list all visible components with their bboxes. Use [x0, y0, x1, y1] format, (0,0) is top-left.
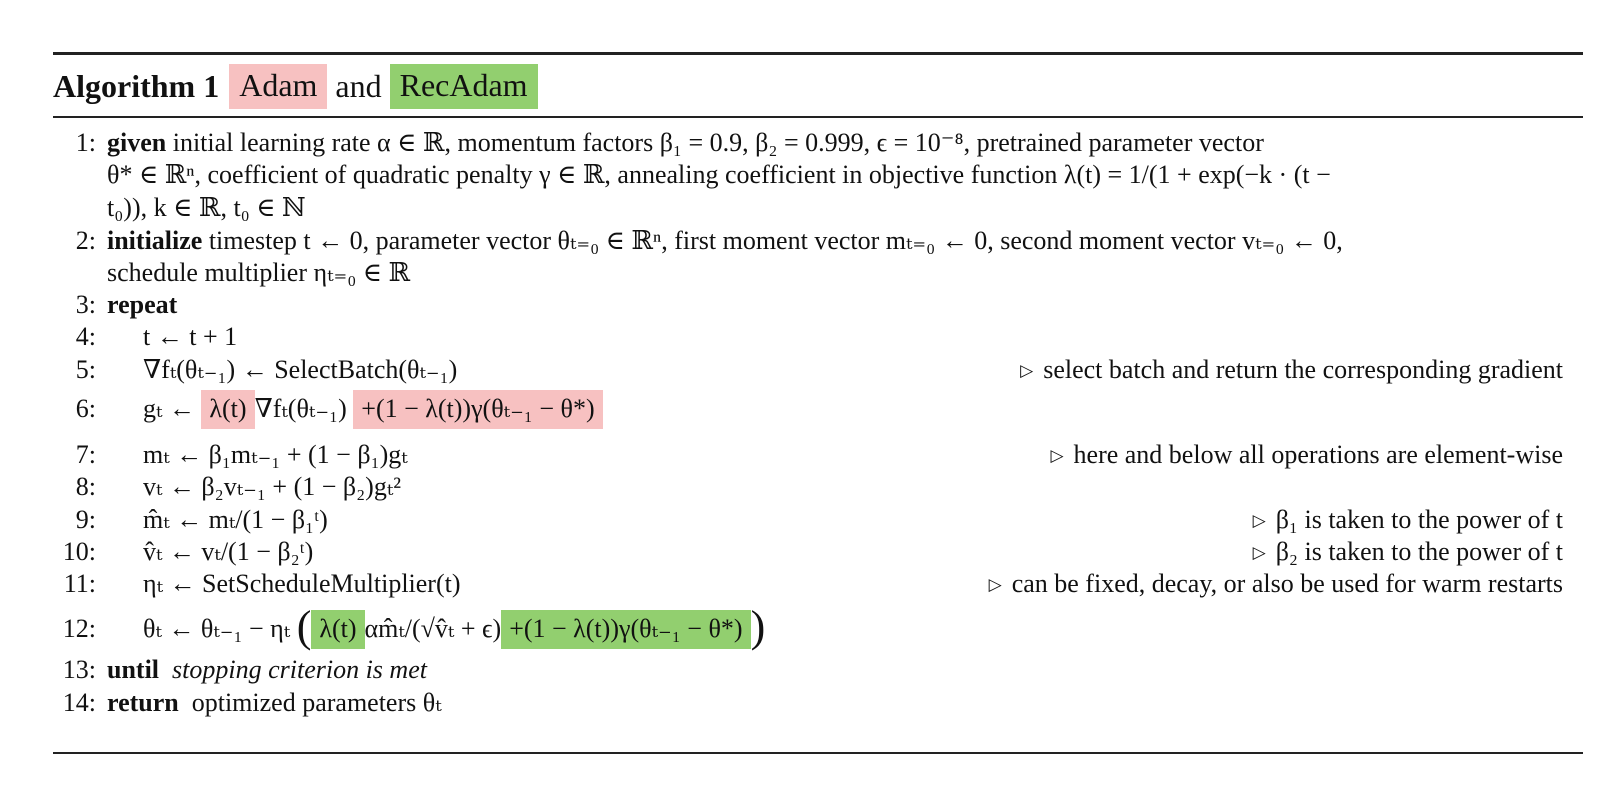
and-text: and [335, 67, 382, 104]
line-expression: vₜ ← β₂vₜ₋₁ + (1 − β₂)gₜ² [143, 472, 402, 501]
comment-triangle-icon: ▷ [1252, 543, 1266, 562]
recadam-penalty-highlight: +(1 − λ(t))γ(θₜ₋₁ − θ*) [501, 610, 750, 649]
line-number: 10: [62, 537, 96, 566]
line-number: 11: [63, 569, 96, 598]
line-number: 8: [75, 472, 96, 501]
line-number: 4: [75, 322, 96, 351]
line-expression: ηₜ ← SetScheduleMultiplier(t) [143, 569, 461, 598]
title-rule [53, 116, 1583, 118]
comment-triangle-icon: ▷ [1050, 446, 1064, 465]
line-number: 5: [75, 355, 96, 384]
line-text: schedule multiplier ηₜ₌₀ ∈ ℝ [107, 258, 411, 287]
adam-lambda-highlight: λ(t) [201, 390, 254, 429]
line-expression: ∇fₜ(θₜ₋₁) [254, 394, 347, 423]
top-rule [53, 52, 1583, 55]
line-number: 7: [75, 440, 96, 469]
line-comment: ▷ here and below all operations are element-wise [1050, 440, 1563, 469]
until-condition: stopping criterion is met [172, 655, 427, 684]
keyword-repeat: repeat [107, 290, 178, 319]
line-number: 6: [75, 394, 96, 423]
close-paren: ) [750, 602, 766, 651]
keyword-given: given [107, 128, 167, 157]
line-expression: m̂ₜ ← mₜ/(1 − β₁ᵗ) [143, 505, 328, 534]
line-text: θ* ∈ ℝⁿ, coefficient of quadratic penalty γ ∈ ℝ, annealing coefficient in objective function λ(t) = 1/(1 + exp(−k · (t − [107, 160, 1331, 189]
line-comment: ▷ select batch and return the corresponding gradient [1020, 355, 1563, 384]
line-number: 3: [75, 290, 96, 319]
comment-triangle-icon: ▷ [1020, 361, 1034, 380]
line-comment: ▷ β₁ is taken to the power of t [1252, 505, 1563, 534]
line-number: 9: [75, 505, 96, 534]
adam-penalty-highlight: +(1 − λ(t))γ(θₜ₋₁ − θ*) [353, 390, 602, 429]
line-expression: mₜ ← β₁mₜ₋₁ + (1 − β₁)gₜ [143, 440, 408, 469]
adam-tag: Adam [229, 64, 327, 109]
line-expression: ∇fₜ(θₜ₋₁) ← SelectBatch(θₜ₋₁) [143, 355, 458, 384]
line-text: optimized parameters θₜ [191, 688, 442, 717]
recadam-lambda-highlight: λ(t) [311, 610, 364, 649]
line-number: 2: [75, 226, 96, 255]
line-number: 12: [62, 614, 96, 643]
keyword-until: until [107, 655, 160, 684]
algorithm-label: Algorithm 1 [53, 67, 220, 104]
line-text: t₀)), k ∈ ℝ, t₀ ∈ ℕ [107, 193, 306, 222]
line-expression: t ← t + 1 [143, 322, 238, 351]
open-paren: ( [296, 602, 312, 651]
line-expression: θₜ ← θₜ₋₁ − ηₜ [143, 614, 291, 643]
bottom-rule [53, 752, 1583, 754]
recadam-tag: RecAdam [390, 64, 538, 109]
line-comment: ▷ can be fixed, decay, or also be used for warm restarts [988, 569, 1563, 598]
line-expression: gₜ ← [143, 394, 195, 423]
comment-triangle-icon: ▷ [988, 575, 1002, 594]
line-number: 13: [62, 655, 96, 684]
comment-triangle-icon: ▷ [1252, 511, 1266, 530]
keyword-return: return [107, 688, 179, 717]
algorithm-title [53, 62, 538, 110]
keyword-initialize: initialize [107, 226, 203, 255]
line-comment: ▷ β₂ is taken to the power of t [1252, 537, 1563, 566]
line-expression: αm̂ₜ/(√v̂ₜ + ϵ) [364, 614, 502, 643]
line-text: initial learning rate α ∈ ℝ, momentum factors β₁ = 0.9, β₂ = 0.999, ϵ = 10⁻⁸, pretrained parameter vector [172, 128, 1264, 157]
line-number: 1: [75, 128, 96, 157]
line-expression: v̂ₜ ← vₜ/(1 − β₂ᵗ) [143, 537, 314, 566]
line-text: timestep t ← 0, parameter vector θₜ₌₀ ∈ ℝⁿ, first moment vector mₜ₌₀ ← 0, second moment vector vₜ₌₀ ← 0, [208, 226, 1343, 255]
line-number: 14: [62, 688, 96, 717]
